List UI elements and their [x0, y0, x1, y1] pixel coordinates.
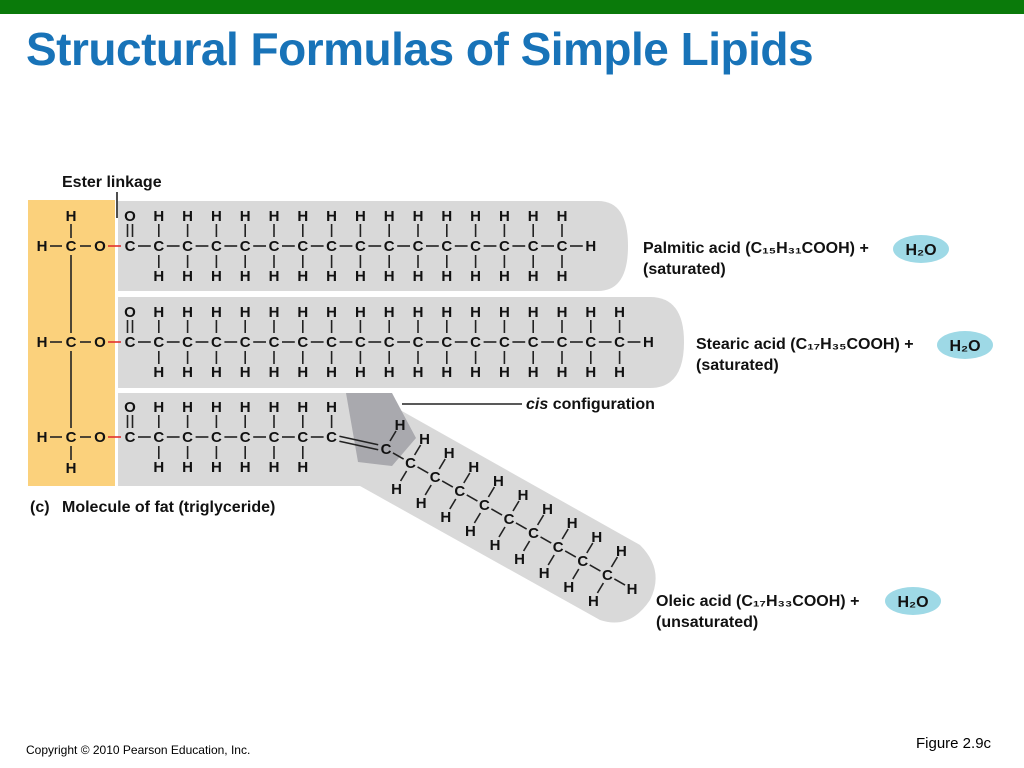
palmitic-h-bottom: H — [153, 268, 165, 285]
stearic-h-bottom: H — [470, 364, 482, 381]
oleic-acid-label: Oleic acid (C₁₇H₃₃COOH) + — [656, 593, 860, 610]
palmitic-h-top: H — [354, 208, 366, 225]
palmitic-h-top: H — [239, 208, 251, 225]
oleic-h-bottom: H — [268, 459, 280, 476]
oleic-carbon: C — [577, 553, 589, 570]
stearic-carbon: C — [124, 334, 136, 351]
caption-text: Molecule of fat (triglyceride) — [62, 499, 276, 516]
oleic-h-lower: H — [538, 565, 550, 582]
stearic-h-bottom: H — [412, 364, 424, 381]
palmitic-h-bottom: H — [239, 268, 251, 285]
oleic-carbon: C — [182, 429, 194, 446]
oleic-carbon: C — [210, 429, 222, 446]
stearic-carbon: C — [527, 334, 539, 351]
stearic-h-top: H — [354, 304, 366, 321]
stearic-carbon: C — [153, 334, 165, 351]
oleic-carbon: C — [380, 441, 392, 458]
carbonyl-oxygen: O — [124, 208, 136, 225]
palmitic-h-top: H — [297, 208, 309, 225]
carbonyl-oxygen: O — [124, 304, 136, 321]
stearic-h-top: H — [527, 304, 539, 321]
stearic-h-top: H — [182, 304, 194, 321]
palmitic-h-bottom: H — [297, 268, 309, 285]
glycerol-top-h: H — [65, 208, 77, 225]
palmitic-carbon: C — [326, 238, 338, 255]
palmitic-h-bottom: H — [268, 268, 280, 285]
oleic-terminal-h: H — [626, 581, 638, 598]
palmitic-h-bottom: H — [383, 268, 395, 285]
palmitic-h-top: H — [326, 208, 338, 225]
oleic-carbon: C — [153, 429, 165, 446]
stearic-h-top: H — [326, 304, 338, 321]
palmitic-carbon: C — [239, 238, 251, 255]
palmitic-h-bottom: H — [354, 268, 366, 285]
oleic-carbon: C — [268, 429, 280, 446]
copyright-notice: Copyright © 2010 Pearson Education, Inc. — [26, 743, 251, 757]
stearic-h-top: H — [268, 304, 280, 321]
palmitic-h-top: H — [412, 208, 424, 225]
glycerol-carbon: C — [65, 429, 77, 446]
oleic-h-top: H — [268, 399, 280, 416]
palmitic-h-bottom: H — [182, 268, 194, 285]
palmitic-h-top: H — [153, 208, 165, 225]
stearic-acid-label: Stearic acid (C₁₇H₃₅COOH) + — [696, 336, 914, 353]
oleic-unsaturated-label: (unsaturated) — [656, 614, 759, 631]
palmitic-h-top: H — [210, 208, 222, 225]
stearic-h-bottom: H — [441, 364, 453, 381]
palmitic-h-bottom: H — [470, 268, 482, 285]
stearic-carbon: C — [498, 334, 510, 351]
palmitic-carbon: C — [412, 238, 424, 255]
palmitic-h-top: H — [182, 208, 194, 225]
stearic-h-top: H — [556, 304, 568, 321]
stearic-h-bottom: H — [153, 364, 165, 381]
palmitic-carbon: C — [268, 238, 280, 255]
stearic-carbon: C — [383, 334, 395, 351]
palmitic-h-top: H — [383, 208, 395, 225]
palmitic-saturated-label: (saturated) — [643, 261, 726, 278]
glycerol-bottom-h: H — [65, 460, 77, 477]
stearic-h-top: H — [498, 304, 510, 321]
stearic-h-bottom: H — [383, 364, 395, 381]
palmitic-carbon: C — [441, 238, 453, 255]
oleic-h-lower: H — [415, 495, 427, 512]
oleic-carbon: C — [297, 429, 309, 446]
oleic-h-top: H — [297, 399, 309, 416]
cis-configuration-label: cis configuration — [526, 396, 655, 413]
oleic-h-bottom: H — [210, 459, 222, 476]
stearic-h-top: H — [412, 304, 424, 321]
stearic-h-top: H — [383, 304, 395, 321]
oleic-carbon: C — [429, 469, 441, 486]
stearic-terminal-h: H — [642, 334, 654, 351]
stearic-carbon: C — [556, 334, 568, 351]
palmitic-h-top: H — [556, 208, 568, 225]
oleic-carbon: C — [454, 483, 466, 500]
glycerol-h: H — [36, 429, 48, 446]
stearic-h-bottom: H — [182, 364, 194, 381]
stearic-h-bottom: H — [614, 364, 626, 381]
stearic-h-top: H — [470, 304, 482, 321]
stearic-h-top: H — [153, 304, 165, 321]
palmitic-h-bottom: H — [441, 268, 453, 285]
oleic-h-top: H — [210, 399, 222, 416]
figure-label: Figure 2.9c — [916, 735, 992, 752]
stearic-carbon: C — [441, 334, 453, 351]
oleic-h-top: H — [326, 399, 338, 416]
palmitic-carbon: C — [124, 238, 136, 255]
palmitic-carbon: C — [556, 238, 568, 255]
glycerol-carbon: C — [65, 334, 77, 351]
stearic-carbon: C — [326, 334, 338, 351]
ester-oxygen: O — [94, 238, 106, 255]
stearic-h-bottom: H — [498, 364, 510, 381]
palmitic-h-bottom: H — [527, 268, 539, 285]
stearic-h-top: H — [441, 304, 453, 321]
palmitic-carbon: C — [153, 238, 165, 255]
stearic-h-bottom: H — [354, 364, 366, 381]
stearic-h-top: H — [614, 304, 626, 321]
carbonyl-oxygen: O — [124, 399, 136, 416]
oleic-h-lower: H — [440, 509, 452, 526]
palmitic-h-bottom: H — [498, 268, 510, 285]
stearic-carbon: C — [268, 334, 280, 351]
stearic-h-bottom: H — [268, 364, 280, 381]
stearic-h-top: H — [297, 304, 309, 321]
palmitic-h-top: H — [441, 208, 453, 225]
oleic-h-lower: H — [563, 579, 575, 596]
stearic-carbon: C — [470, 334, 482, 351]
oleic-h-upper: H — [591, 529, 603, 546]
palmitic-h-top: H — [498, 208, 510, 225]
palmitic-h-top: H — [527, 208, 539, 225]
oleic-h-upper: H — [542, 501, 554, 518]
stearic-h-top: H — [585, 304, 597, 321]
oleic-h-bottom: H — [239, 459, 251, 476]
water-label-palmitic: H₂O — [905, 242, 937, 259]
oleic-h-upper: H — [419, 431, 431, 448]
stearic-h-top: H — [239, 304, 251, 321]
stearic-carbon: C — [182, 334, 194, 351]
water-label-stearic: H₂O — [949, 338, 981, 355]
oleic-carbon: C — [601, 567, 613, 584]
oleic-h-lower: H — [464, 523, 476, 540]
stearic-carbon: C — [585, 334, 597, 351]
palmitic-carbon: C — [470, 238, 482, 255]
stearic-h-bottom: H — [527, 364, 539, 381]
palmitic-h-bottom: H — [210, 268, 222, 285]
palmitic-carbon: C — [527, 238, 539, 255]
caption-tag: (c) — [30, 499, 50, 516]
ester-linkage-label: Ester linkage — [62, 174, 162, 191]
oleic-h-lower: H — [489, 537, 501, 554]
oleic-h-upper: H — [443, 445, 455, 462]
oleic-h-upper: H — [468, 459, 480, 476]
stearic-carbon: C — [297, 334, 309, 351]
ester-oxygen: O — [94, 429, 106, 446]
glycerol-h: H — [36, 238, 48, 255]
oleic-carbon: C — [528, 525, 540, 542]
oleic-h-top: H — [153, 399, 165, 416]
palmitic-h-top: H — [470, 208, 482, 225]
stearic-carbon: C — [614, 334, 626, 351]
oleic-carbon: C — [124, 429, 136, 446]
stearic-h-top: H — [210, 304, 222, 321]
stearic-saturated-label: (saturated) — [696, 357, 779, 374]
oleic-h-bottom: H — [182, 459, 194, 476]
stearic-h-bottom: H — [297, 364, 309, 381]
palmitic-h-bottom: H — [326, 268, 338, 285]
palmitic-carbon: C — [297, 238, 309, 255]
oleic-carbon: C — [478, 497, 490, 514]
palmitic-h-bottom: H — [412, 268, 424, 285]
palmitic-carbon: C — [210, 238, 222, 255]
slide-title: Structural Formulas of Simple Lipids — [26, 23, 814, 75]
oleic-carbon: C — [503, 511, 515, 528]
oleic-h-upper: H — [615, 543, 627, 560]
stearic-h-bottom: H — [585, 364, 597, 381]
stearic-carbon: C — [354, 334, 366, 351]
palmitic-carbon: C — [182, 238, 194, 255]
oleic-h-top: H — [239, 399, 251, 416]
palmitic-carbon: C — [383, 238, 395, 255]
stearic-carbon: C — [412, 334, 424, 351]
ester-oxygen: O — [94, 334, 106, 351]
oleic-cis-h: H — [394, 417, 406, 434]
water-label-oleic: H₂O — [897, 594, 929, 611]
glycerol-h: H — [36, 334, 48, 351]
oleic-carbon: C — [239, 429, 251, 446]
oleic-h-bottom: H — [153, 459, 165, 476]
stearic-h-bottom: H — [210, 364, 222, 381]
palmitic-acid-label: Palmitic acid (C₁₅H₃₁COOH) + — [643, 240, 869, 257]
oleic-carbon: C — [405, 455, 417, 472]
palmitic-carbon: C — [498, 238, 510, 255]
oleic-h-lower: H — [391, 481, 403, 498]
stearic-carbon: C — [210, 334, 222, 351]
oleic-carbon: C — [326, 429, 338, 446]
palmitic-carbon: C — [354, 238, 366, 255]
oleic-h-upper: H — [566, 515, 578, 532]
glycerol-carbon: C — [65, 238, 77, 255]
oleic-h-top: H — [182, 399, 194, 416]
palmitic-terminal-h: H — [585, 238, 597, 255]
oleic-h-lower: H — [587, 593, 599, 610]
oleic-h-upper: H — [492, 473, 504, 490]
stearic-carbon: C — [239, 334, 251, 351]
stearic-h-bottom: H — [239, 364, 251, 381]
palmitic-h-bottom: H — [556, 268, 568, 285]
stearic-h-bottom: H — [326, 364, 338, 381]
oleic-h-bottom: H — [297, 459, 309, 476]
oleic-h-lower: H — [514, 551, 526, 568]
stearic-h-bottom: H — [556, 364, 568, 381]
oleic-carbon: C — [552, 539, 564, 556]
oleic-h-upper: H — [517, 487, 529, 504]
palmitic-h-top: H — [268, 208, 280, 225]
